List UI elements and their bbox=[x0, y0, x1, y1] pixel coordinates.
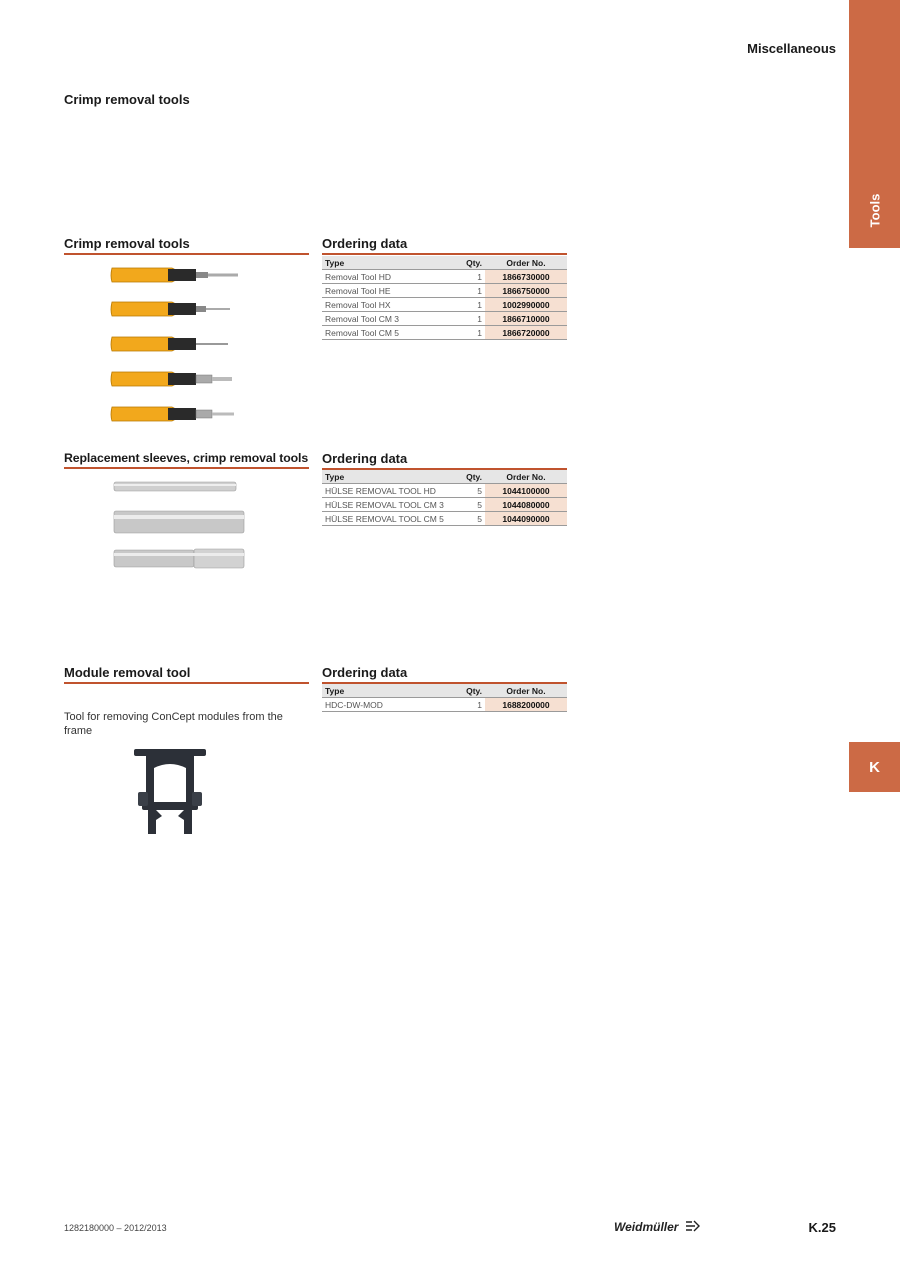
col-type-header: Type bbox=[322, 256, 450, 270]
sleeve-cm5-image bbox=[114, 549, 244, 568]
sleeves-illustration bbox=[112, 478, 248, 572]
order-no-cell: 1688200000 bbox=[485, 698, 567, 712]
col-order-header: Order No. bbox=[485, 256, 567, 270]
order-no-cell: 1866730000 bbox=[485, 270, 567, 284]
sleeve-cm3-image bbox=[114, 511, 244, 533]
crimp-tool-cm3-image bbox=[111, 372, 232, 386]
type-cell: HÜLSE REMOVAL TOOL CM 5 bbox=[322, 512, 450, 526]
table-row bbox=[322, 326, 567, 340]
table-header-row bbox=[322, 256, 567, 270]
type-cell: Removal Tool HE bbox=[322, 284, 450, 298]
crimp-tool-hd-image bbox=[111, 268, 238, 282]
tab-tools[interactable] bbox=[849, 0, 900, 248]
tab-tools-label: Tools bbox=[866, 193, 882, 227]
col-qty-header: Qty. bbox=[450, 470, 485, 484]
order-no-cell: 1044090000 bbox=[485, 512, 567, 526]
crimp-tools-illustration bbox=[108, 262, 248, 430]
crimp-tool-he-image bbox=[111, 302, 230, 316]
crimp-tool-cm5-image bbox=[111, 407, 234, 421]
qty-cell: 5 bbox=[450, 498, 485, 512]
crimp-tool-hx-image bbox=[111, 337, 228, 351]
qty-cell: 5 bbox=[450, 484, 485, 498]
table-row bbox=[322, 270, 567, 284]
table-row bbox=[322, 698, 567, 712]
col-type-header: Type bbox=[322, 470, 450, 484]
ordering-table-crimp bbox=[322, 256, 567, 340]
table-row bbox=[322, 498, 567, 512]
qty-cell: 1 bbox=[450, 326, 485, 340]
sleeve-hd-image bbox=[114, 482, 236, 491]
qty-cell: 1 bbox=[450, 284, 485, 298]
section-heading-crimp: Crimp removal tools bbox=[64, 236, 309, 255]
crimp-tool-images bbox=[108, 262, 248, 435]
brand-logo bbox=[614, 1220, 701, 1234]
brand-logo-icon bbox=[685, 1220, 701, 1232]
type-cell: HÜLSE REMOVAL TOOL CM 3 bbox=[322, 498, 450, 512]
table-row bbox=[322, 298, 567, 312]
table-row bbox=[322, 512, 567, 526]
page-number: K.25 bbox=[808, 1220, 836, 1235]
page-title: Crimp removal tools bbox=[64, 92, 190, 107]
qty-cell: 1 bbox=[450, 698, 485, 712]
qty-cell: 5 bbox=[450, 512, 485, 526]
section-heading-module: Module removal tool bbox=[64, 665, 309, 684]
section-heading-sleeves: Replacement sleeves, crimp removal tools bbox=[64, 451, 309, 469]
type-cell: HÜLSE REMOVAL TOOL HD bbox=[322, 484, 450, 498]
order-no-cell: 1002990000 bbox=[485, 298, 567, 312]
type-cell: HDC-DW-MOD bbox=[322, 698, 450, 712]
sleeve-images bbox=[112, 478, 248, 577]
module-removal-tool-illustration bbox=[132, 746, 208, 838]
order-no-cell: 1044100000 bbox=[485, 484, 567, 498]
module-tool-description: Tool for removing ConCept modules from the frame bbox=[64, 711, 283, 737]
col-qty-header: Qty. bbox=[450, 256, 485, 270]
ordering-title-module: Ordering data bbox=[322, 665, 567, 684]
qty-cell: 1 bbox=[450, 312, 485, 326]
type-cell: Removal Tool HX bbox=[322, 298, 450, 312]
col-order-header: Order No. bbox=[485, 470, 567, 484]
category-header: Miscellaneous bbox=[747, 41, 836, 56]
order-no-cell: 1044080000 bbox=[485, 498, 567, 512]
order-no-cell: 1866710000 bbox=[485, 312, 567, 326]
ordering-title-sleeves: Ordering data bbox=[322, 451, 567, 470]
qty-cell: 1 bbox=[450, 270, 485, 284]
table-row bbox=[322, 484, 567, 498]
order-no-cell: 1866720000 bbox=[485, 326, 567, 340]
order-no-cell: 1866750000 bbox=[485, 284, 567, 298]
table-header-row bbox=[322, 470, 567, 484]
col-qty-header: Qty. bbox=[450, 684, 485, 698]
module-tool-image bbox=[132, 746, 208, 843]
table-row bbox=[322, 312, 567, 326]
ordering-table-sleeves bbox=[322, 470, 567, 526]
ordering-table-module bbox=[322, 684, 567, 712]
table-header-row bbox=[322, 684, 567, 698]
type-cell: Removal Tool CM 5 bbox=[322, 326, 450, 340]
ordering-title-crimp: Ordering data bbox=[322, 236, 567, 255]
type-cell: Removal Tool HD bbox=[322, 270, 450, 284]
table-row bbox=[322, 284, 567, 298]
col-type-header: Type bbox=[322, 684, 450, 698]
type-cell: Removal Tool CM 3 bbox=[322, 312, 450, 326]
brand-name: Weidmüller bbox=[614, 1220, 679, 1234]
col-order-header: Order No. bbox=[485, 684, 567, 698]
footer-catalog-code: 1282180000 – 2012/2013 bbox=[64, 1223, 167, 1233]
qty-cell: 1 bbox=[450, 298, 485, 312]
tab-k[interactable]: K bbox=[849, 742, 900, 792]
